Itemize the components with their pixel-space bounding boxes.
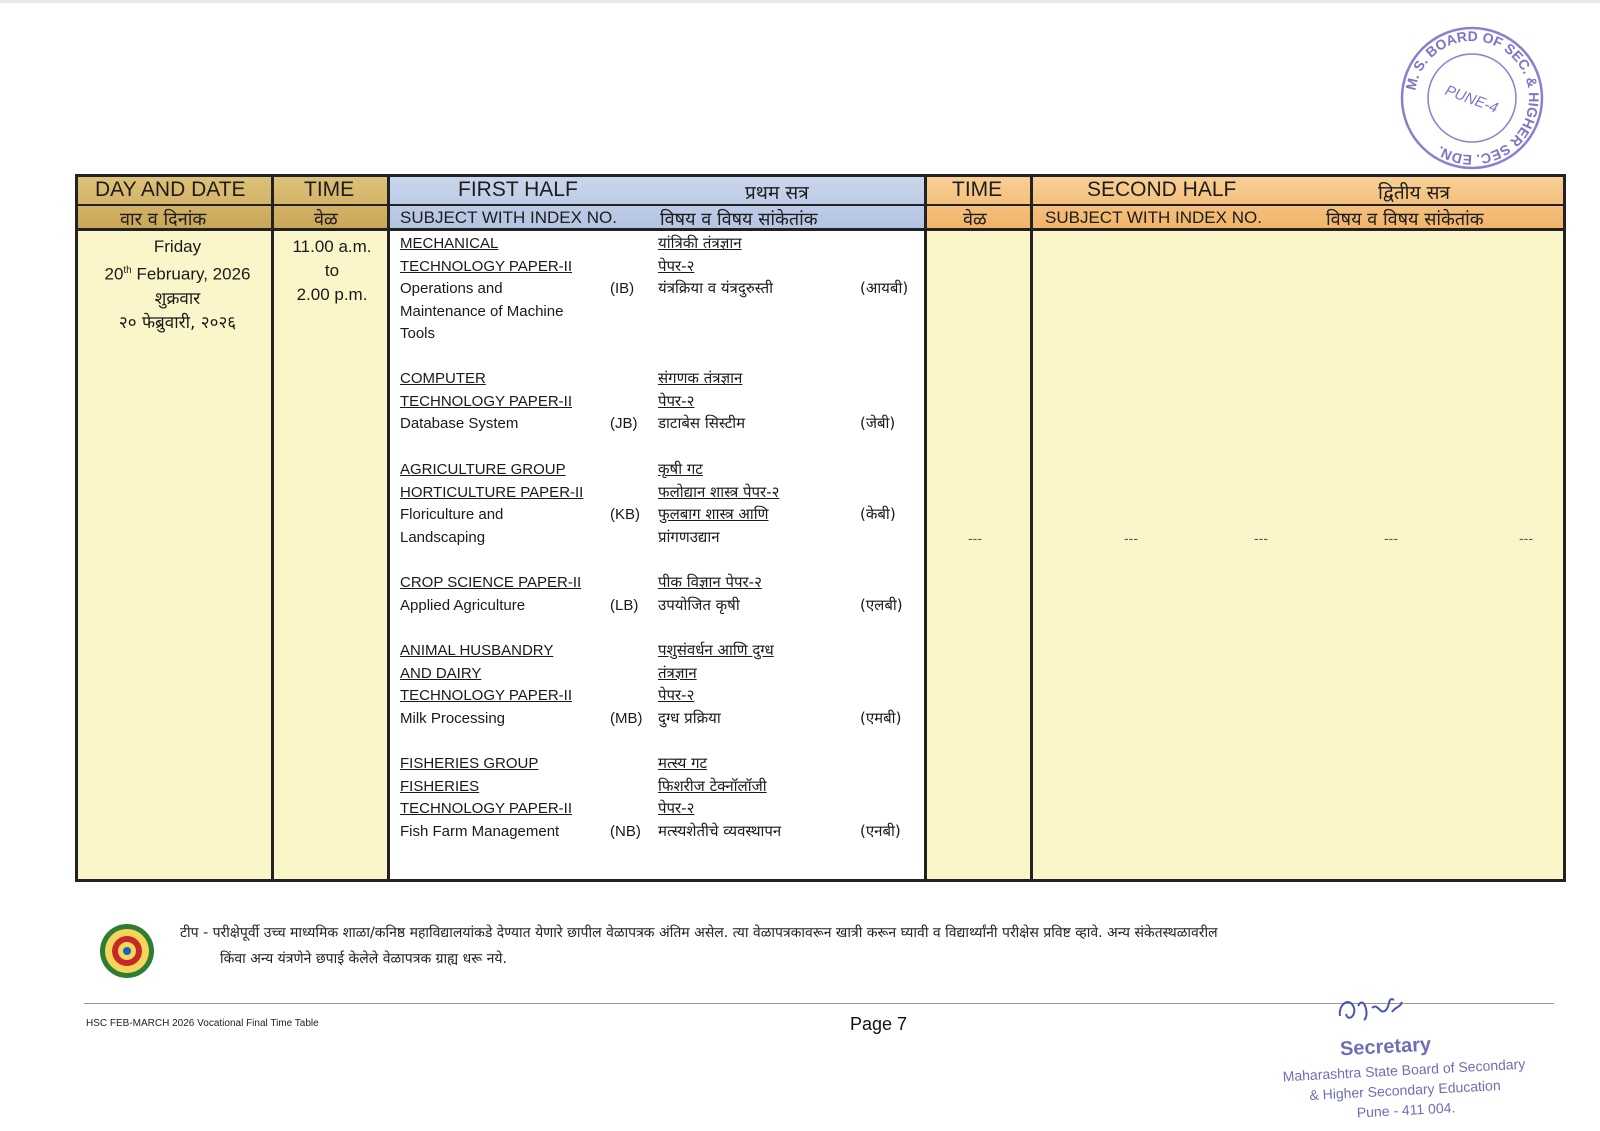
first-half-header (390, 177, 924, 231)
page-number: Page 7 (850, 1014, 908, 1034)
index-code-en: (MB) (610, 709, 643, 727)
subject-name-en: Landscaping (400, 528, 486, 546)
subject-title-mr: पेपर-२ (658, 686, 695, 705)
first-half-header-mr: प्रथम सत्र (745, 182, 809, 204)
second-half-dash-1: --- (1124, 530, 1138, 546)
subject-index-header-mr: विषय व विषय सांकेतांक (660, 209, 818, 230)
time-header-mr: वेळ (314, 209, 338, 230)
time-header-first (274, 177, 387, 231)
subject-title-mr: पेपर-२ (658, 256, 695, 275)
seal-center-text: PUNE-4 (1442, 82, 1501, 117)
index-code-en: (KB) (610, 506, 640, 524)
subject-title-mr: कृषी गट (658, 460, 703, 478)
time-start: 11.00 a.m. (292, 237, 372, 256)
index-code-en: (JB) (610, 415, 638, 433)
subject-name-mr: डाटाबेस सिस्टीम (658, 414, 746, 433)
day-date-header-en: DAY AND DATE (95, 178, 246, 201)
subject-title-en: MECHANICAL (400, 235, 499, 252)
subject-title-en: TECHNOLOGY PAPER-II (400, 257, 572, 275)
second-half-dash-3: --- (1384, 530, 1398, 546)
subject-name-mr: यंत्रक्रिया व यंत्रदुरुस्ती (658, 279, 774, 298)
day-date-header (78, 177, 271, 231)
subject-name-en: Tools (400, 325, 436, 343)
second-half-dash-4: --- (1519, 530, 1533, 546)
subject-name-en: Database System (400, 415, 519, 433)
index-code-mr: (जेबी) (860, 414, 896, 433)
board-seal (1398, 24, 1546, 172)
second-half-header-en: SECOND HALF (1087, 178, 1237, 201)
timetable (75, 174, 1566, 882)
subject-name-en: Operations and (400, 280, 503, 298)
subject-title-mr: पशुसंवर्धन आणि दुग्ध (658, 641, 774, 659)
subject-title-mr: फुलबाग शास्त्र आणि (658, 505, 769, 524)
time-header-second (927, 177, 1030, 231)
subject-name-en: Floriculture and (400, 506, 504, 524)
subject-title-en: TECHNOLOGY PAPER-II (400, 392, 572, 410)
subject-name-mr: प्रांगणउद्यान (658, 527, 720, 546)
subject-name-en: Applied Agriculture (400, 596, 526, 614)
footer-note-line1: टीप - परीक्षेपूर्वी उच्च माध्यमिक शाळा/कनिष्ठ महाविद्यालयांकडे देण्यात येणारे छापील वेळापत्रक अंतिम असेल. त्या वेळापत्रकावरून खात्री करून घ्यावी व विद्यार्थ्यांनी परीक्षेस प्रविष्ट व्हावे. अन्य संकेतस्थळावरील (180, 925, 1218, 941)
time-header-en: TIME (304, 178, 355, 201)
subject-name-en: Milk Processing (400, 709, 506, 727)
time-header-en-second: TIME (952, 178, 1003, 201)
subject-title-mr: मत्स्य गट (658, 754, 708, 772)
day-date-header-mr: वार व दिनांक (120, 209, 207, 230)
subject-block (400, 571, 920, 616)
subject-title-mr: फलोद्यान शास्त्र पेपर-२ (658, 482, 780, 501)
subject-title-en: CROP SCIENCE PAPER-II (400, 574, 582, 591)
time-to: to (324, 261, 340, 280)
index-code-en: (LB) (610, 596, 639, 614)
weekday-mr: शुक्रवार (154, 288, 201, 309)
subject-title-mr: पीक विज्ञान पेपर-२ (658, 573, 762, 591)
time-second-dash: --- (968, 530, 982, 546)
subject-block (400, 232, 920, 345)
index-code-mr: (एमबी) (860, 708, 902, 727)
subject-title-mr: फिशरीज टेक्नॉलॉजी (658, 776, 767, 795)
day-date-cell (78, 235, 277, 335)
time-cell (274, 235, 390, 307)
subject-title-en: HORTICULTURE PAPER-II (400, 483, 584, 501)
subject-index-header-en-second: SUBJECT WITH INDEX NO. (1045, 208, 1262, 227)
footer-note-line2: किंवा अन्य यंत्रणेने छपाई केलेले वेळापत्रक ग्राह्य धरू नये. (220, 951, 507, 967)
subject-title-mr: संगणक तंत्रज्ञान (658, 369, 743, 387)
subject-block (400, 752, 920, 842)
subject-block (400, 639, 920, 729)
index-code-mr: (एनबी) (860, 821, 901, 840)
subject-title-mr: पेपर-२ (658, 799, 695, 818)
subject-title-en: COMPUTER (400, 370, 486, 387)
day-date-column (75, 174, 274, 882)
first-half-column (390, 174, 927, 882)
second-half-column (1033, 174, 1566, 882)
date-mr: २० फेब्रुवारी, २०२६ (118, 312, 237, 333)
subject-index-header-en: SUBJECT WITH INDEX NO. (400, 208, 617, 227)
subject-block (400, 367, 920, 435)
subject-title-mr: यांत्रिकी तंत्रज्ञान (658, 234, 742, 252)
first-half-header-en: FIRST HALF (458, 178, 578, 201)
subject-title-en: FISHERIES GROUP (400, 755, 539, 772)
subject-title-en: TECHNOLOGY PAPER-II (400, 800, 572, 818)
index-code-mr: (आयबी) (860, 279, 909, 298)
index-code-mr: (एलबी) (860, 595, 903, 614)
footer-note (180, 920, 1520, 972)
subject-title-mr: पेपर-२ (658, 391, 695, 410)
seal-ring-text: M. S. BOARD OF SEC. & HIGHER SEC. EDN. (1402, 27, 1543, 169)
time-header-mr-second: वेळ (963, 209, 987, 230)
subject-name-mr: उपयोजित कृषी (658, 595, 740, 614)
signature-mark (1330, 986, 1410, 1032)
subject-title-en: ANIMAL HUSBANDRY (400, 642, 554, 659)
time-column-second (927, 174, 1033, 882)
subject-title-en: AGRICULTURE GROUP (400, 461, 566, 478)
subject-title-mr: तंत्रज्ञान (658, 663, 697, 682)
time-end: 2.00 p.m. (296, 285, 368, 304)
second-half-dash-2: --- (1254, 530, 1268, 546)
document-name: HSC FEB-MARCH 2026 Vocational Final Time Table (86, 1018, 319, 1029)
subject-title-en: FISHERIES (400, 777, 480, 795)
subject-name-en: Maintenance of Machine (400, 302, 564, 320)
signatory-organisation: Maharashtra State Board of Secondary & Higher Secondary Education Pune - 411 004. (1282, 1055, 1526, 1121)
subject-block (400, 458, 920, 548)
subject-name-mr: दुग्ध प्रक्रिया (658, 708, 721, 727)
subject-title-en: AND DAIRY (400, 664, 482, 682)
index-code-en: (NB) (610, 822, 641, 840)
second-half-header (1033, 177, 1563, 231)
subject-title-en: TECHNOLOGY PAPER-II (400, 687, 572, 705)
time-column-first (274, 174, 390, 882)
weekday-en: Friday (153, 237, 202, 256)
subject-name-en: Fish Farm Management (400, 822, 560, 840)
signatory-title: Secretary (1339, 1033, 1432, 1061)
subject-name-mr: मत्स्यशेतीचे व्यवस्थापन (658, 821, 782, 840)
top-border (0, 0, 1600, 3)
board-logo-icon (98, 922, 156, 980)
subject-index-header-mr-second: विषय व विषय सांकेतांक (1326, 209, 1484, 230)
second-half-header-mr: द्वितीय सत्र (1378, 182, 1450, 204)
index-code-mr: (केबी) (860, 505, 896, 524)
index-code-en: (IB) (610, 280, 635, 298)
date-en: 20th February, 2026 (104, 264, 251, 284)
